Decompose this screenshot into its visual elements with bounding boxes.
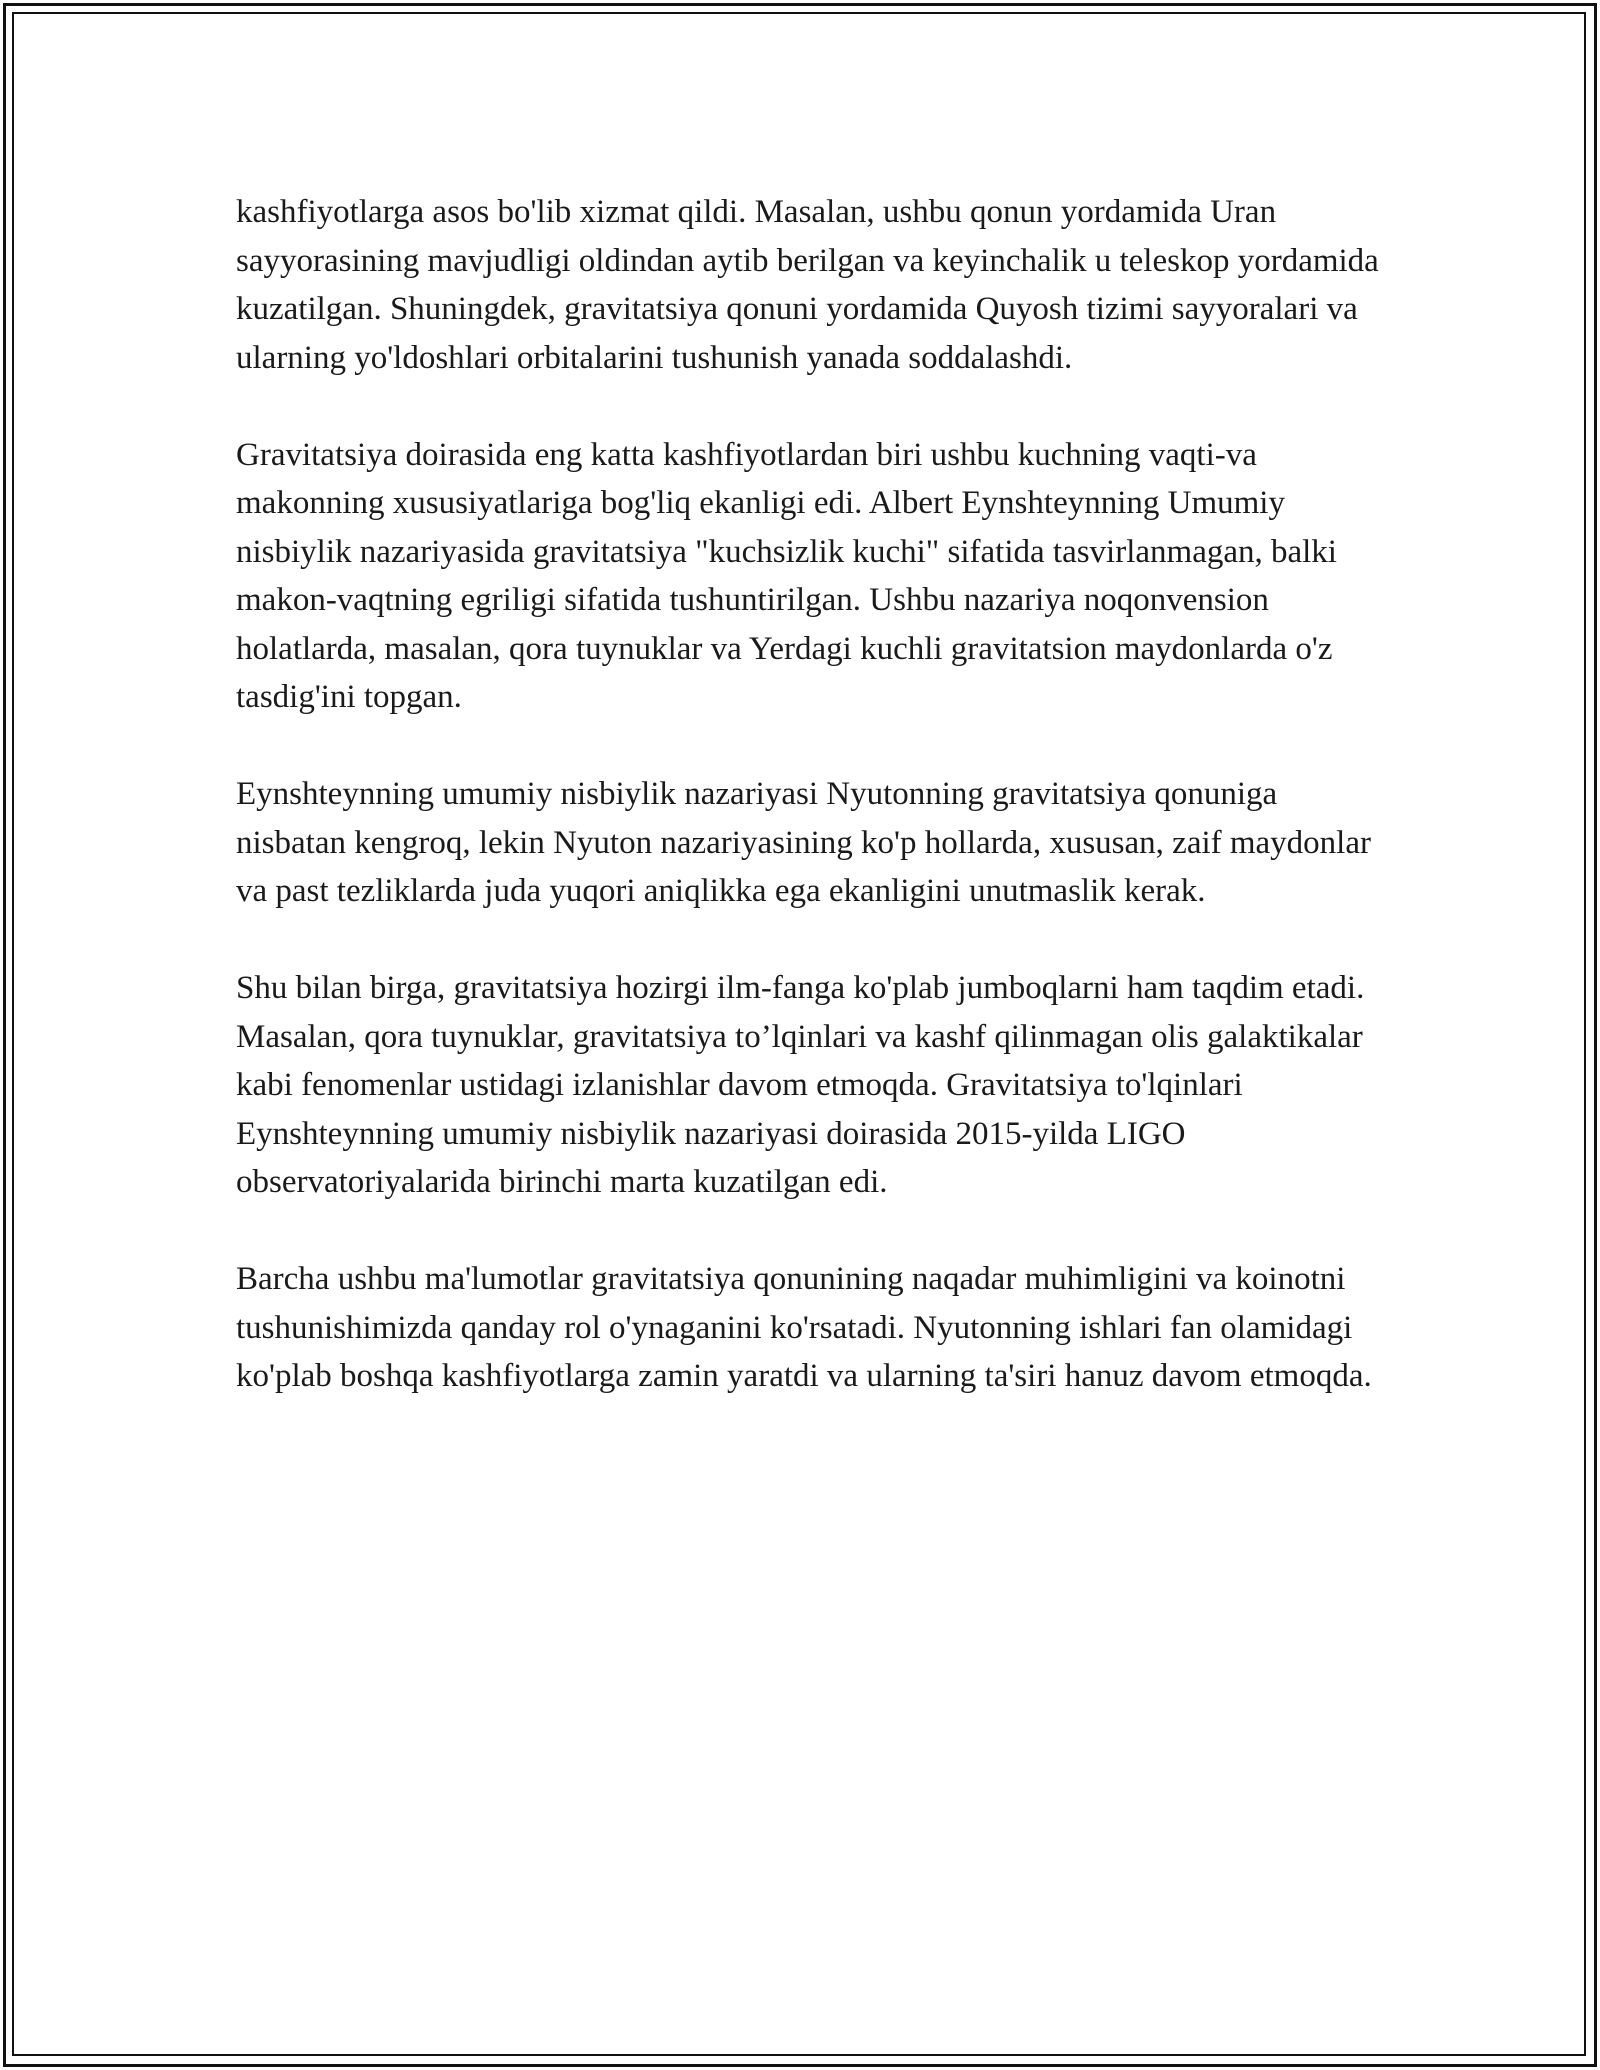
paragraph: kashfiyotlarga asos bo'lib xizmat qildi. Masalan, ushbu qonun yordamida Uran sayyorasining mavjudligi oldindan aytib berilgan va keyinchalik u teleskop yordamida kuzatilgan. Shuningdek, gravitatsiya qonuni yordamida Quyosh tizimi sayyoralari va ularning yo'ldoshlari orbitalarini tushunish yanada soddalashdi.	[236, 194, 1379, 376]
paragraph: Shu bilan birga, gravitatsiya hozirgi ilm-fanga ko'plab jumboqlarni ham taqdim etadi. Masalan, qora tuynuklar, gravitatsiya to’lqinlari va kashf qilinmagan olis galaktikalar kabi fenomenlar ustidagi izlanishlar davom etmoqda. Gravitatsiya to'lqinlari Eynshteynning umumiy nisbiylik nazariyasi doirasida 2015-yilda LIGO observatoriyalarida birinchi marta kuzatilgan edi.	[236, 970, 1365, 1200]
document-body	[236, 188, 1386, 1401]
paragraph: Eynshteynning umumiy nisbiylik nazariyasi Nyutonning gravitatsiya qonuniga nisbatan kengroq, lekin Nyuton nazariyasining ko'p hollarda, xususan, zaif maydonlar va past tezliklarda juda yuqori aniqlikka ega ekanligini unutmaslik kerak.	[236, 776, 1371, 909]
paragraph: Gravitatsiya doirasida eng katta kashfiyotlardan biri ushbu kuchning vaqti-va makonning xususiyatlariga bog'liq ekanligi edi. Albert Eynshteynning Umumiy nisbiylik nazariyasida gravitatsiya "kuchsizlik kuchi" sifatida tasvirlanmagan, balki makon-vaqtning egriligi sifatida tushuntirilgan. Ushbu nazariya noqonvension holatlarda, masalan, qora tuynuklar va Yerdagi kuchli gravitatsion maydonlarda o'z tasdig'ini topgan.	[236, 436, 1337, 715]
paragraph: Barcha ushbu ma'lumotlar gravitatsiya qonunining naqadar muhimligini va koinotni tushunishimizda qanday rol o'ynaganini ko'rsatadi. Nyutonning ishlari fan olamidagi ko'plab boshqa kashfiyotlarga zamin yaratdi va ularning ta'siri hanuz davom etmoqda.	[236, 1261, 1372, 1394]
